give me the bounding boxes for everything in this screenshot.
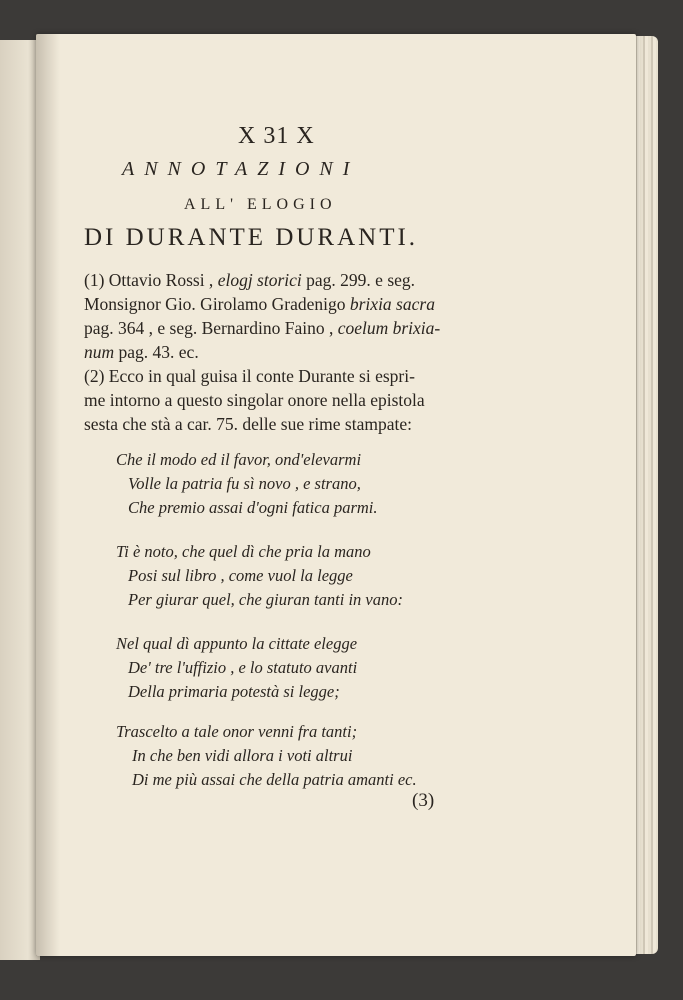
note1-line4 (84, 342, 199, 363)
note1-line2-a: Monsignor Gio. Girolamo Gradenigo (84, 294, 350, 314)
page-number: X 31 X (238, 123, 315, 149)
heading-annotazioni: ANNOTAZIONI (122, 158, 360, 180)
note1-line4-b: pag. 43. ec. (114, 342, 199, 362)
verse-line: De' tre l'uffizio , e lo statuto avanti (128, 658, 358, 677)
note2-line1: (2) Ecco in qual guisa il conte Durante si espri- (84, 366, 415, 386)
page-gutter (36, 34, 60, 956)
verse-line: Della primaria potestà si legge; (128, 682, 340, 701)
verse-line: Di me più assai che della patria amanti ec. (132, 770, 417, 789)
verse-line: Per giurar quel, che giuran tanti in vano: (128, 590, 403, 609)
note1-line2-b: brixia sacra (349, 294, 435, 314)
note1-line1-b: elogj storici (217, 270, 302, 290)
verse-line: Ti è noto, che quel dì che pria la mano (116, 542, 371, 561)
note1-line2 (84, 294, 435, 315)
verse-line: Che il modo ed il favor, ond'elevarmi (116, 450, 362, 469)
note2-line3: sesta che stà a car. 75. delle sue rime stampate: (84, 414, 412, 434)
verse-line: Nel qual dì appunto la cittate elegge (116, 634, 358, 653)
note1-line3-b: coelum brixia- (337, 318, 441, 338)
note1-line3 (84, 318, 440, 339)
note1-line3-a: pag. 364 , e seg. Bernardino Faino , (84, 318, 338, 338)
verse-line: Volle la patria fu sì novo , e strano, (128, 474, 361, 493)
footnote-marker: (3) (412, 790, 435, 811)
note1-line1-a: (1) Ottavio Rossi , (84, 270, 218, 290)
verse-line: Posi sul libro , come vuol la legge (128, 566, 353, 585)
note1-line1 (84, 270, 415, 291)
heading-elogio: ALL' ELOGIO (184, 196, 337, 213)
note1-line1-c: pag. 299. e seg. (301, 270, 416, 290)
verse-line: Che premio assai d'ogni fatica parmi. (128, 498, 378, 517)
heading-durante: DI DURANTE DURANTI. (84, 224, 419, 251)
note1-line4-a: num (84, 342, 115, 362)
facing-page (0, 40, 40, 960)
verse-line: Trascelto a tale onor venni fra tanti; (116, 722, 358, 741)
verse-line: In che ben vidi allora i voti altrui (132, 746, 353, 765)
note2-line2: me intorno a questo singolar onore nella epistola (84, 390, 425, 410)
